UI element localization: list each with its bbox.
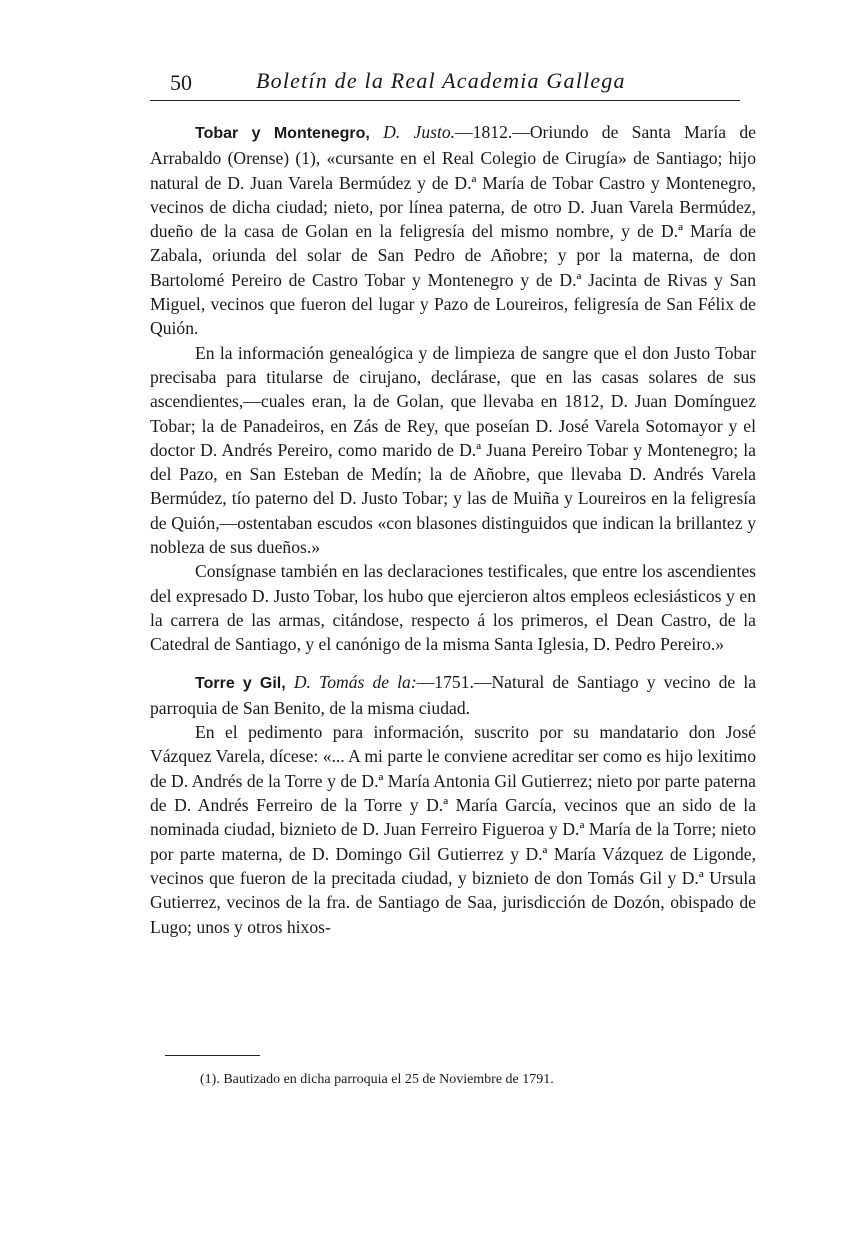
footnote [200, 1072, 554, 1088]
running-title: Boletín de la Real Academia Gallega [256, 68, 626, 93]
footnote-rule [165, 1055, 260, 1056]
footnote-text: Bautizado en dicha parroquia el 25 de Noviembre de 1791. [223, 1072, 554, 1087]
entry-tobar-name: Tobar y Montenegro, [195, 125, 370, 142]
body-text [150, 120, 756, 952]
entry-tobar-paragraph-3: Consígnase también en las declaraciones testificales, que entre los ascendientes del expresado D. Justo Tobar, los hubo que ejercieron altos empleos eclesiásticos y en la carrera de las armas, citándose, respecto á los primeros, el Dean Castro, de la Catedral de Santiago, y el canónigo de la misma Santa Iglesia, D. Pedro Pereiro.» [150, 561, 756, 655]
page-header [150, 68, 740, 98]
entry-torre-text-1: —1751.—Natural de Santiago y vecino de la parroquia de San Benito, de la misma ciudad. [150, 671, 757, 718]
entry-torre-paragraph-2: En el pedimento para información, suscrito por su mandatario don José Vázquez Varela, dícese: «... A mi parte le conviene acreditar ser como es hijo lexitimo de D. Andrés de la Torre y de D.ª María Antonia Gil Gutierrez; nieto por parte paterna de D. Andrés Ferreiro de la Torre y D.ª María García, vecinos que an sido de la nominada ciudad, biznieto de D. Juan Ferreiro Figueroa y D.ª María de la Torre; nieto por parte materna, de D. Domingo Gil Gutierrez y D.ª María Vázquez de Ligonde, vecinos que fueron de la precitada ciudad, y biznieto de don Tomás Gil y D.ª Ursula Gutierrez, vecinos de la fra. de Santiago de Saa, jurisdicción de Dozón, obispado de Lugo; unos y otros hixos- [150, 722, 756, 937]
entry-tobar-paragraph-1 [150, 120, 756, 341]
entry-tobar-text-1: —1812.—Oriundo de Santa María de Arrabaldo (Orense) (1), «cursante en el Real Colegio de Cirugía» de Santiago; hijo natural de D. Juan Varela Bermúdez y de D.ª María de Tobar Castro y Montenegro, vecinos de dicha ciudad; nieto, por línea paterna, de otro D. Juan Varela Bermúdez, dueño de la casa de Golan en la feligresía del mismo nombre, y de D.ª María de Zabala, oriunda del solar de San Pedro de Añobre; y por la materna, de don Bartolomé Pereiro de Castro Tobar y Montenegro y de D.ª Jacinta de Rivas y San Miguel, vecinos que fueron del lugar y Pazo de Loureiros, feligresía de San Félix de Quión. [150, 122, 756, 339]
page-number: 50 [170, 70, 192, 95]
entry-torre-paragraph-1 [150, 670, 756, 721]
footnote-marker: (1). [200, 1072, 220, 1087]
entry-torre-title: D. Tomás de la: [293, 671, 417, 692]
header-rule [150, 100, 740, 101]
entry-torre-name: Torre y Gil, [195, 674, 286, 692]
entry-tobar-title: D. Justo. [383, 122, 456, 142]
entry-tobar-paragraph-2: En la información genealógica y de limpieza de sangre que el don Justo Tobar precisaba para titularse de cirujano, declárase, que en las casas solares de sus ascendientes,—cuales eran, la de Golan, que llevaba en 1812, D. Juan Domínguez Tobar; la de Panadeiros, en Zás de Rey, que poseían D. José Varela Sotomayor y el doctor D. Andrés Pereiro, como marido de D.ª Juana Pereiro Tobar y Montenegro; la del Pazo, en San Esteban de Medín; la de Añobre, que llevaba D. Andrés Varela Bermúdez, tío paterno del D. Justo Tobar; y las de Muiña y Loureiros en la feligresía de Quión,—ostentaban escudos «con blasones distinguidos que indican la brillantez y nobleza de sus dueños.» [150, 342, 756, 558]
